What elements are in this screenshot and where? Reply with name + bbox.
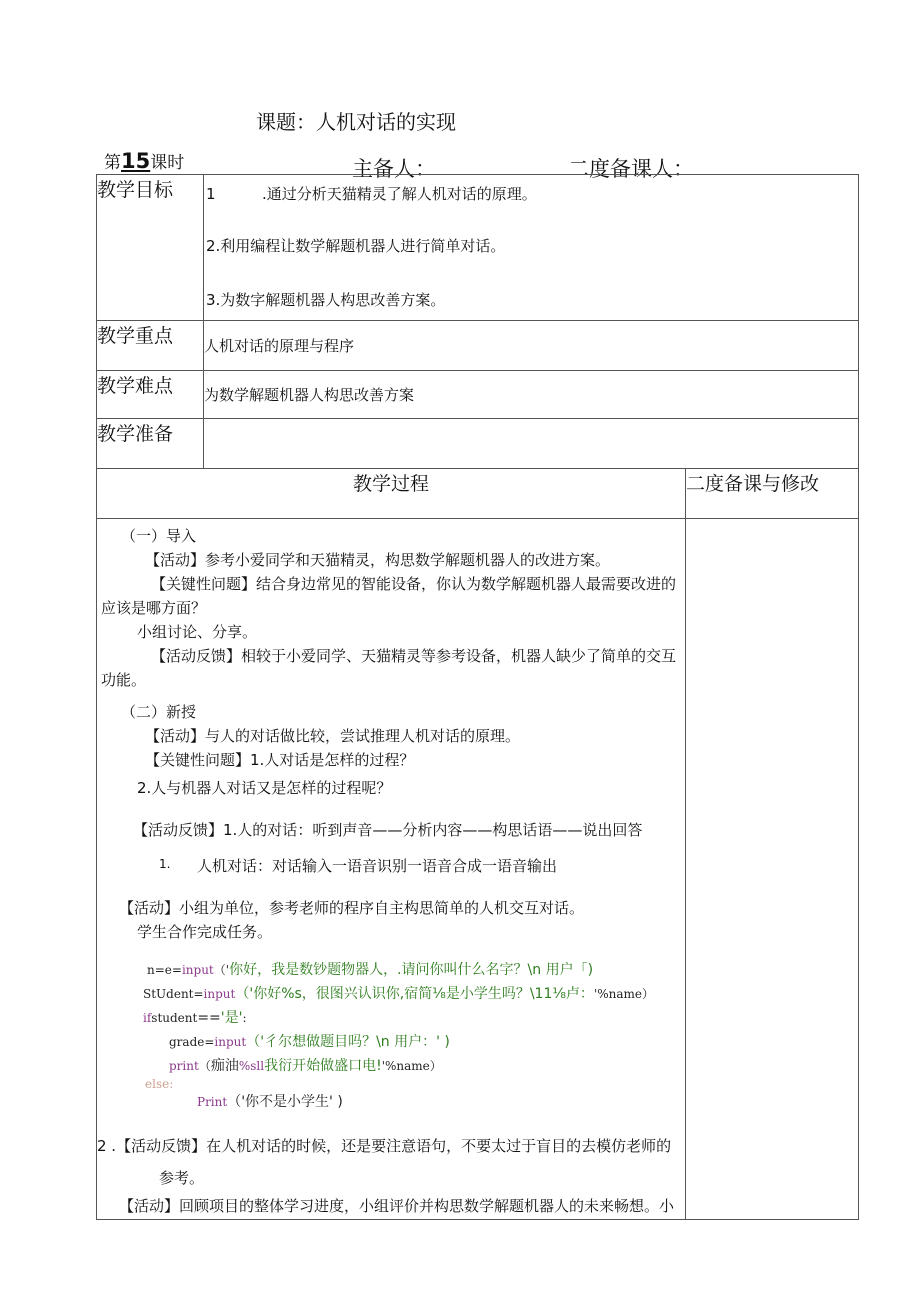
code-line xyxy=(147,959,593,979)
process-line: 【活动】与人的对话做比较，尝试推理人机对话的原理。 xyxy=(145,727,521,745)
code-keyword: input xyxy=(214,1035,247,1049)
lesson-prefix: 第 xyxy=(104,153,121,173)
process-header: 教学过程 xyxy=(97,469,686,519)
preparation-text xyxy=(204,419,859,469)
process-line: 【活动反馈】相较于小爱同学、天猫精灵等参考设备，机器人缺少了简单的交互 xyxy=(151,647,677,665)
difficulties-row xyxy=(97,371,859,419)
objective-item: 2.利用编程让数学解题机器人进行简单对话。 xyxy=(206,237,506,255)
code-string: '是' xyxy=(220,1010,243,1026)
code-keyword: print xyxy=(169,1059,199,1073)
code-keyword: input xyxy=(203,987,236,1001)
preparation-label: 教学准备 xyxy=(97,419,204,469)
code-token: grade= xyxy=(169,1035,215,1049)
process-line: 【活动反馈】1.人的对话：听到声音——分析内容——构思话语——说出回答 xyxy=(133,821,643,839)
process-line: 学生合作完成任务。 xyxy=(137,923,273,941)
code-token: 痂油 xyxy=(210,1058,239,1074)
code-string: 我衍开始做盛口电! xyxy=(264,1058,382,1074)
lesson-plan-table xyxy=(96,174,859,1220)
code-token: （' xyxy=(213,963,230,977)
code-line xyxy=(169,1031,450,1051)
code-token: n=e= xyxy=(147,963,182,977)
preparation-row xyxy=(97,419,859,469)
code-token: StUdent= xyxy=(143,987,204,1001)
process-line: 参考。 xyxy=(159,1169,205,1187)
code-token: （ xyxy=(198,1059,211,1073)
objectives-cell xyxy=(204,175,859,321)
process-line: 功能。 xyxy=(101,671,147,689)
process-cell xyxy=(97,519,686,1220)
process-line: （二）新授 xyxy=(121,703,197,721)
process-line: 人机对话：对话输入一语音识别一语音合成一语音输出 xyxy=(197,857,558,875)
process-line: 1. xyxy=(159,857,171,871)
process-line: 【活动】小组为单位，参考老师的程序自主构思简单的人机交互对话。 xyxy=(119,899,585,917)
lesson-title: 课题：人机对话的实现 xyxy=(256,110,456,134)
key-points-text: 人机对话的原理与程序 xyxy=(204,321,859,371)
code-line xyxy=(197,1091,343,1111)
second-preparer-label: 二度备课人： xyxy=(568,157,694,181)
code-token: '%name） xyxy=(381,1059,442,1073)
objective-text: .通过分析天猫精灵了解人机对话的原理。 xyxy=(262,185,537,203)
objective-number: 1 xyxy=(206,185,216,203)
revision-header: 二度备课与修改 xyxy=(686,469,859,519)
difficulties-label: 教学难点 xyxy=(97,371,204,419)
process-line: 小组讨论、分享。 xyxy=(137,623,258,641)
code-token: : xyxy=(242,1011,247,1025)
process-line: 【活动】参考小爱同学和天猫精灵，构思数学解题机器人的改进方案。 xyxy=(145,551,611,569)
process-line: 应该是哪方面？ xyxy=(101,599,207,617)
preparer-label: 主备人： xyxy=(352,157,436,181)
code-token: '%name） xyxy=(593,987,655,1001)
process-line: 2 .【活动反馈】在人机对话的时候，还是要注意语句，不要太过于盲目的去模仿老师的 xyxy=(97,1137,672,1155)
code-string: （'彳尔想做题目吗？\n 用户：' ) xyxy=(246,1034,450,1050)
key-points-row xyxy=(97,321,859,371)
process-line: 【活动】回顾项目的整体学习进度，小组评价并构思数学解题机器人的未来畅想。小 xyxy=(119,1197,675,1215)
lesson-suffix: 课时 xyxy=(150,153,185,173)
code-keyword: Print xyxy=(197,1095,228,1109)
code-string: （'你不是小学生' ) xyxy=(227,1094,343,1110)
difficulties-text: 为数学解题机器人构思改善方案 xyxy=(204,371,859,419)
process-line: 【关键性问题】结合身边常见的智能设备，你认为数学解题机器人最需要改进的 xyxy=(151,575,677,593)
code-line xyxy=(143,1007,247,1027)
code-string: （'你好%s，很图兴认识你,宿简⅛是小学生吗？\11⅛卢： xyxy=(235,986,594,1002)
revision-cell xyxy=(686,519,859,1220)
lesson-number: 15 xyxy=(121,149,151,173)
process-row xyxy=(97,519,859,1220)
code-token: == xyxy=(197,1010,221,1026)
process-line: 2.人与机器人对话又是怎样的过程呢？ xyxy=(137,779,392,797)
code-token: student xyxy=(151,1011,198,1025)
process-line: 【关键性问题】1.人对话是怎样的过程？ xyxy=(145,751,415,769)
code-keyword: else: xyxy=(145,1077,174,1091)
code-keyword: %sll xyxy=(238,1059,265,1073)
objectives-label: 教学目标 xyxy=(97,175,204,321)
code-string: 你好，我是数钞题物器人，.请问你叫什么名字？\n 用户「) xyxy=(229,962,594,978)
code-line xyxy=(145,1077,173,1091)
objective-item: 3.为数字解题机器人构思改善方案。 xyxy=(206,291,446,309)
code-line xyxy=(143,983,654,1003)
process-line: （一）导入 xyxy=(121,527,197,545)
lesson-period xyxy=(104,148,184,173)
key-points-label: 教学重点 xyxy=(97,321,204,371)
code-line xyxy=(169,1055,442,1075)
code-keyword: if xyxy=(143,1011,152,1025)
code-keyword: input xyxy=(181,963,214,977)
process-header-row xyxy=(97,469,859,519)
objectives-row xyxy=(97,175,859,321)
objective-item xyxy=(206,183,537,204)
